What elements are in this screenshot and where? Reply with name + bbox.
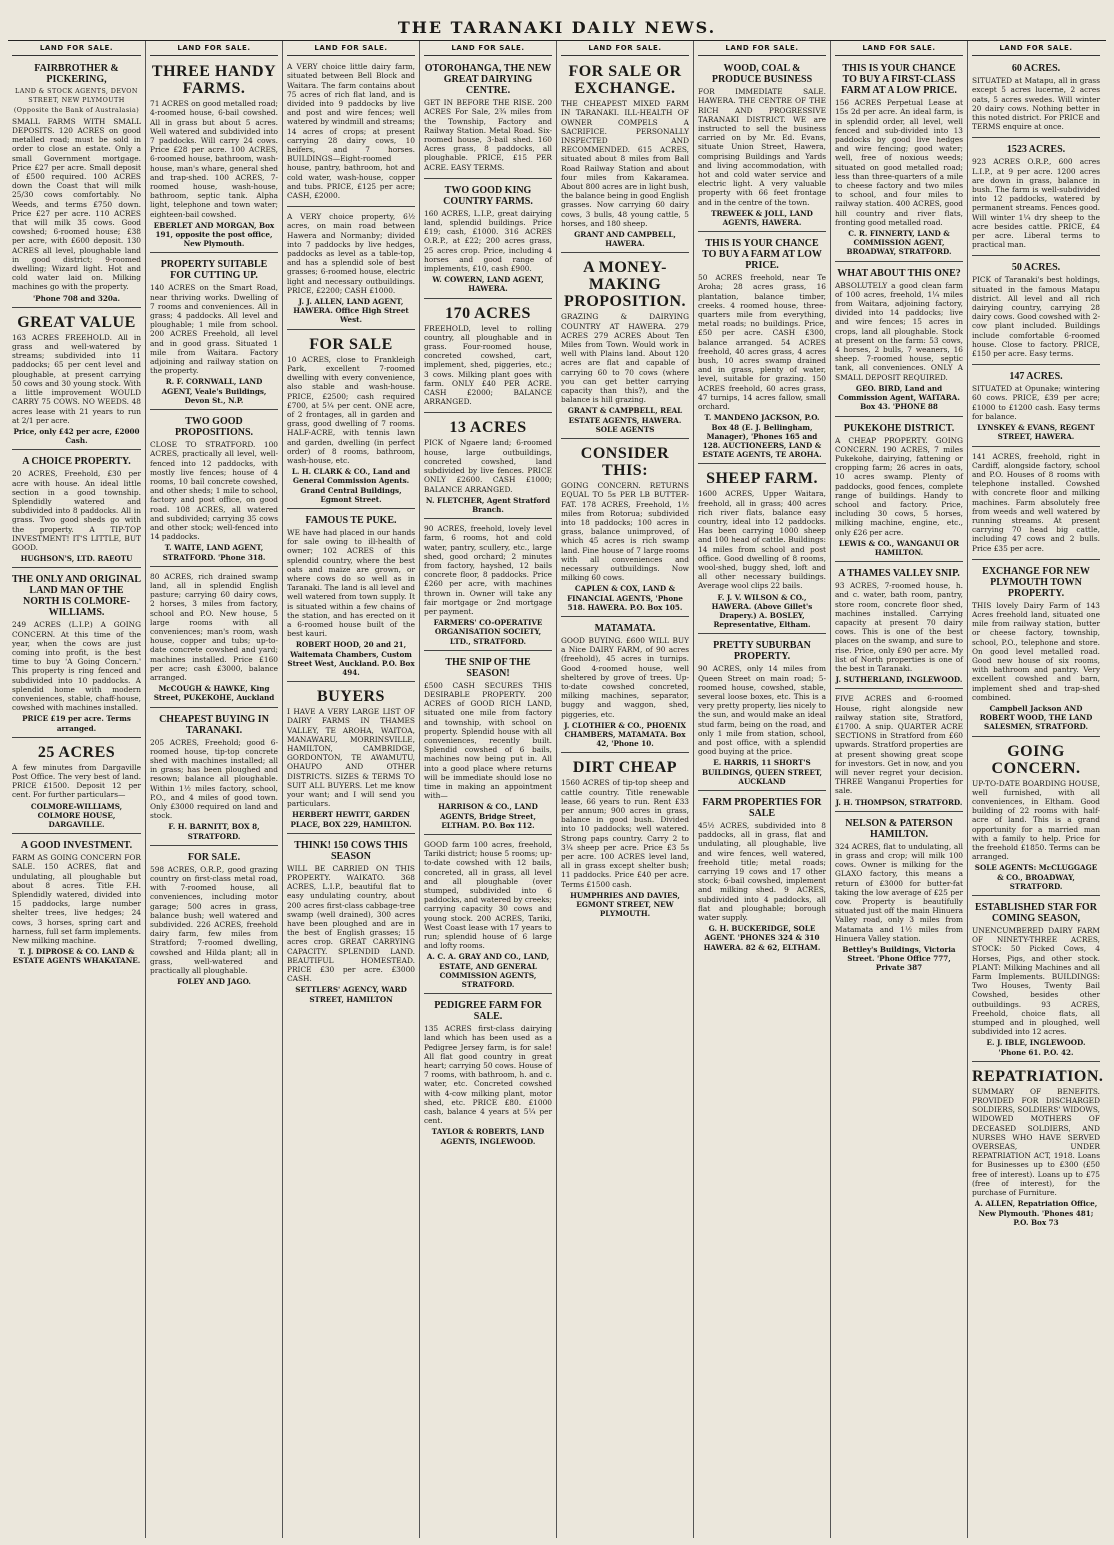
ad-body: £500 CASH SECURES THIS DESIRABLE PROPERTY. 200 ACRES of GOOD RICH LAND, situated one mile from factory and township, with school on property. Splendid house with all conveniences, recently built. Splendid cowshed of 6 bails, machines now being put in. All into a good place where returns will be immediate should lose no time in making an appointment with— — [424, 680, 552, 801]
classified-ad — [424, 59, 552, 179]
ad-title: CONSIDER THIS: — [580, 445, 670, 480]
classified-ad — [972, 367, 1100, 446]
ad-body: PICK of Taranaki's best holdings, situated in the famous Matapu district. All level and all rich dairying country, carrying 28 dairy cows. Good cowshed with 2-cow plant included. Buildings include comfortable 6-roomed house. Close to factory. PRICE, £150 per acre. Easy terms. — [972, 275, 1100, 359]
ad-body: SMALL FARMS WITH SMALL DEPOSITS. 120 ACRES on good metalled road; must be sold in order to close an estate. Only a small Government mortgage. Price £27 per acre. Small deposit of £500 required. 100 ACRES down the Coast that will milk 25/30 cows comfortably. No Weeds, and terms £750 down. Price £27 per acre. 110 ACRES that will milk 35 cows. Good cowshed; 6-roomed house; £38 per acre, with £600 deposit. 130 ACRES all level, ploughable land in good district; 9-roomed dwelling; Wizard light. Hot and cold water laid on. Milking machines go with the property. — [12, 116, 141, 292]
ad-agent: J. SUTHERLAND, INGLEWOOD. — [835, 675, 963, 685]
ad-body: SITUATED at Opunake; wintering 60 cows. PRICE, £39 per acre; £1000 to £1200 cash. Easy terms for balance. — [972, 384, 1100, 421]
classified-ad — [150, 569, 278, 708]
ad-body: CLOSE TO STRATFORD. 100 ACRES, practically all level, well-fenced into 12 paddocks, with mostly live fences; house of 4 rooms, 10 bail concrete cowshed, and other sheds; 1 mile to school, factory and post office, on good road. 108 ACRES, all watered and subdivided; carrying 35 cows and other stock; well-fenced into 14 paddocks. — [150, 440, 278, 542]
ad-title: THE SNIP OF THE SEASON! — [445, 656, 531, 679]
ad-body: A VERY choice little dairy farm, situated between Bell Block and Waitara. The farm contains about 75 acres of rich flat land, and is divided into 9 paddocks by live and post and wire fences; well watered by windmill and streams; 14 acres of crops; at present carrying 28 dairy cows, 10 heifers, and 7 horses. BUILDINGS—Eight-roomed house, pantry, bathroom, hot and cold water, wash-house, copper and tubs. PRICE, £125 per acre; CASH, £2000. — [287, 62, 415, 201]
classified-ad — [424, 181, 552, 299]
ad-title: THIS IS YOUR CHANCE TO BUY A FARM AT LOW PRICE. — [702, 238, 822, 272]
ad-body: WILL BE CARRIED ON THIS PROPERTY. WAIKATO. 368 ACRES, L.I.P., beautiful flat to easy undulating country, about 200 acres first-class cabbage-tree swamp (well drained), 300 acres have been ploughed and are in the best of English grasses; 15 acres crop. GREAT CARRYING CAPACITY. SPLENDID LAND. BEAUTIFUL HOMESTEAD. PRICE £30 per acre. £3000 CASH. — [287, 863, 415, 984]
ad-agent: F. J. V. WILSON & CO., HAWERA. (Above Gillet's Drapery.) A. BOSLEY, Representative, Eltham. — [711, 592, 813, 630]
classified-ad — [835, 264, 963, 417]
ad-title: MATAMATA. — [594, 622, 656, 634]
ad-agent: T. WAITE, LAND AGENT, STRATFORD. 'Phone 318. — [162, 543, 266, 562]
ad-agent: GRANT & CAMPBELL, REAL ESTATE AGENTS, HAWERA. SOLE AGENTS — [567, 406, 683, 434]
ad-body: GOOD farm 100 acres, freehold, Tariki district; house 5 rooms; up-to-date cowshed with 12 bails, concreted, all in grass, all level and all ploughable (over stumped, subdivided into 6 paddocks, and watered by creeks; carrying capacity 30 cows and young stock. 200 ACRES, Tariki, West Coast lease with 17 years to run; splendid house of 6 large and lofty rooms. — [424, 840, 552, 951]
classified-ad — [972, 140, 1100, 256]
ad-agent: EBERLET AND MORGAN, Box 191, opposite the post office, New Plymouth. — [153, 220, 275, 249]
classified-ad — [561, 441, 689, 617]
ad-agent: GRANT AND CAMPBELL, HAWERA. — [574, 230, 676, 249]
ad-title: THINK! 150 COWS THIS SEASON — [294, 839, 408, 862]
ad-title: THE ONLY AND ORIGINAL LAND MAN OF THE NORTH IS COLMORE-WILLIAMS. — [12, 574, 142, 619]
ad-agent: L. H. CLARK & CO., Land and General Commission Agents. Grand Central Buildings, Egmont Street. — [291, 467, 411, 504]
column-heading: LAND FOR SALE. — [287, 44, 415, 56]
column-7 — [830, 41, 967, 1538]
ad-title: 170 ACRES — [445, 304, 531, 322]
ad-agent: T. MANDENO JACKSON, P.O. Box 48 (E. J. Bellingham, Manager), 'Phones 165 and 128. AUCTIONEERS, LAND & ESTATE AGENTS, TE AROHA. — [702, 413, 822, 460]
ad-body: A few minutes from Dargaville Post Office. The very best of land. PRICE £1500. Deposit 12 per cent. For further particulars— — [12, 762, 141, 800]
ad-agent: J. CLOTHIER & CO., PHOENIX CHAMBERS, MATAMATA. Box 42, 'Phone 10. — [564, 720, 686, 749]
classified-ad — [150, 412, 278, 567]
ad-body: A VERY choice property, 6½ acres, on main road between Hawera and Normanby; divided into 7 paddocks by live hedges, paddocks as level as a table-top, and has a splendid sole of best grasses; 6-roomed house, electric light and necessary outbuildings. PRICE, £2200; CASH £1000. — [287, 212, 415, 295]
ad-agent: LYNSKEY & EVANS, REGENT STREET, HAWERA. — [977, 423, 1095, 442]
ad-title: FOR SALE OR EXCHANGE. — [568, 63, 682, 98]
column-heading: LAND FOR SALE. — [424, 44, 552, 56]
ad-title: PUKEKOHE DISTRICT. — [843, 422, 955, 434]
ad-body: 80 ACRES, rich drained swamp land, all in splendid English pasture; carrying 60 dairy cows, 2 horses, 3 miles from factory, school and P.O. New house, 5 large rooms with all conveniences; man's room, wash house, copper and tubs; up-to-date concrete cowshed and yard; machines installed. Price £160 per acre; cash £3000, balance arranged. — [150, 571, 278, 682]
classified-ad — [972, 258, 1100, 365]
ad-title: OTOROHANGA, THE NEW GREAT DAIRYING CENTRE. — [424, 63, 552, 97]
classified-ad — [12, 740, 141, 834]
ad-agent: J. J. ALLEN, LAND AGENT, HAWERA. Office High Street West. — [293, 297, 409, 325]
column-2 — [145, 41, 282, 1538]
column-1 — [8, 41, 145, 1538]
ad-body: WE have had placed in our hands for sale owing to ill-health of owner; 102 ACRES of this splendid country, where the best oats and maize are grown, or where cows do so well as in Taranaki. The land is all level and well watered from town supply. It is situated within a few chains of the station, and has erected on it a 6-roomed house built of the best kauri. — [287, 527, 415, 639]
ad-body: 140 ACRES on the Smart Road, near thriving works. Dwelling of 7 rooms and conveniences. All in grass; 4 paddocks. All level and ploughable; 1 mile from school. 200 ACRES Freehold, all level and in good grass. Situated 1 mile from Waitara. Factory adjoining and railway station on the property. — [150, 283, 278, 376]
ad-body: 249 ACRES (L.I.P.) A GOING CONCERN. At this time of the year, when the cows are just coming into profit, is the best time to buy 'A Going Concern.' This property is ring fenced and subdivided into 10 paddocks. A splendid home with modern conveniences, stable, chaff-house, cowshed with machines installed. — [12, 620, 141, 713]
ad-title: FARM PROPERTIES FOR SALE — [702, 797, 822, 819]
classified-ad — [287, 209, 415, 329]
ad-title: PEDIGREE FARM FOR SALE. — [434, 1000, 542, 1023]
ad-agent: F. H. BARNITT, BOX 8, STRATFORD. — [168, 822, 260, 841]
classified-ad — [835, 814, 963, 977]
ad-agent: CAPLEN & COX, LAND & FINANCIAL AGENTS, 'Phone 518. HAWERA. P.O. Box 105. — [567, 584, 683, 612]
ad-body: FIVE ACRES and 6-roomed House, right alongside new railway station site, Stratford, £1700. A snip. QUARTER ACRE SECTIONS in Stratford from £60 upwards. Stratford properties are at present showing great scope for investors. Get in now, and you will never regret your decision. THREE Wanganui Properties for sale. — [835, 694, 963, 796]
classified-ad — [424, 301, 552, 414]
ad-body: UNENCUMBERED DAIRY FARM OF NINETY-THREE ACRES, STOCK: 50 Picked Cows, 4 Horses, Pigs, and other stock. PLANT: Milking Machines and all Farm Implements. BUILDINGS: Two Houses, Twenty Bail Cowshed, besides other outbuildings. 93 ACRES, Freehold, choice flats, all stumped and in ploughed, well subdivided into 12 acres. — [972, 926, 1100, 1037]
ad-agent: E. HARRIS, 11 SHORT'S BUILDINGS, QUEEN STREET, AUCKLAND — [701, 758, 823, 786]
ad-agent: COLMORE-WILLIAMS, COLMORE HOUSE, DARGAVILLE. — [30, 801, 123, 829]
column-8 — [967, 41, 1104, 1538]
ad-agent: A. ALLEN, Repatriation Office, New Plymouth. 'Phones 481; P.O. Box 73 — [974, 1199, 1098, 1227]
ad-title: THIS IS YOUR CHANCE TO BUY A FIRST-CLASS FARM AT A LOW PRICE. — [841, 63, 957, 97]
classified-ad — [12, 452, 141, 568]
classified-ad — [150, 710, 278, 846]
classified-ad — [698, 636, 826, 791]
ad-agent: HARRISON & CO., LAND AGENTS, Bridge Street, ELTHAM. P.O. Box 112. — [438, 802, 538, 830]
ad-title: GREAT VALUE — [17, 313, 136, 331]
ad-body: I HAVE A VERY LARGE LIST OF DAIRY FARMS IN THAMES VALLEY, TE AROHA, WAITOA, MANAWARU, MORRINSVILLE, HAMILTON, CAMBRIDGE, GORDONTON, TE AWAMUTU, OHAUPO AND OTHER DISTRICTS. SIZES & TERMS TO SUIT ALL BUYERS. Let me know your want; and I will send you particulars. — [287, 707, 415, 809]
ad-body: 598 ACRES, O.R.P., good grazing country on first-class metal road, with 7-roomed house, all conveniences, including motor garage; 500 acres in grass, balance bush; well watered and subdivided. 226 ACRES, freehold dairy farm, few miles from Stratford; 7-roomed dwelling, cowshed and Hilda plant; all in grass, well-watered and practically all ploughable. — [150, 864, 278, 976]
ad-body: 90 ACRES, freehold, lovely level farm, 6 rooms, hot and cold water, pantry, scullery, etc., large shed, good orchard; 2 minutes from factory, hayshed, 12 bails concrete floor, 8 paddocks. Price £260 per acre, with machines thrown in. Owner will take any fair mortgage or 2nd mortgage per payment. — [424, 524, 552, 616]
ad-agent: LEWIS & CO., WANGANUI OR HAMILTON. — [838, 538, 960, 557]
ad-agent: HUGHSON'S, LTD. RAEOTU — [20, 554, 133, 564]
ad-body: 1560 ACRES of tip-top sheep and cattle country. Title renewable lease, 66 years to run. Rent £33 per annum; 900 acres in grass, balance in good bush. Divided into 10 paddocks; well watered. Strong paps country. Carry 2 to 3¼ sheep per acre. Price £3 5s per acre. 100 ACRES level land, all in grass except shelter bush; 11 paddocks. Price £40 per acre. Terms £1500 cash. — [561, 778, 689, 889]
classified-ad — [12, 310, 141, 450]
classified-ad — [835, 59, 963, 261]
ad-agent: McCOUGH & HAWKE, King Street, PUKEKOHE, Auckland — [153, 684, 275, 703]
classified-ad — [424, 415, 552, 519]
column-heading: LAND FOR SALE. — [698, 44, 826, 56]
classified-ad — [561, 59, 689, 253]
ad-body: PICK of Ngaere land; 6-roomed house, large outbuildings, concreted cowshed, land subdivided by live fences. PRICE ONLY £2600. CASH £1000; BALANCE ARRANGED. — [424, 438, 552, 494]
ad-body: 163 ACRES FREEHOLD. All in grass and well-watered by streams; subdivided into 11 paddocks; 65 per cent level and ploughable, at present carrying 50 cows and 30 young stock. With a little improvement WOULD CARRY 75 COWS. NO WEEDS. 48 acres lease with 21 years to run at 2/1 per acre. — [12, 332, 141, 425]
ad-title: A CHOICE PROPERTY. — [22, 456, 131, 468]
classified-ad — [972, 449, 1100, 560]
classified-ad — [698, 234, 826, 464]
column-heading: LAND FOR SALE. — [561, 44, 689, 56]
ad-agent: A. C. A. GRAY AND CO., LAND, ESTATE, AND GENERAL COMMISSION AGENTS, STRATFORD. — [426, 952, 550, 990]
ad-title: 1523 ACRES. — [1006, 144, 1066, 156]
classified-ad — [972, 59, 1100, 138]
ad-body: 205 ACRES, Freehold; good 6-roomed house, tip-top concrete shed with machines installed; all in grass; has been ploughed and resown; balance all ploughable. Within 1½ miles factory, school, P.O., and 4 miles of good town. Only £3000 required on land and stock. — [150, 737, 278, 821]
ad-agent: ROBERT HOOD, 20 and 21, Waitemata Chambers, Custom Street West, Auckland. P.O. Box 494. — [287, 640, 415, 677]
ad-body: 141 ACRES, freehold, right in Cardiff, alongside factory, school and P.O. Houses of 8 rooms with telephone installed. Cowshed with concrete floor and milking machines. Farm absolutely free from weeds and well watered by running streams. At present carrying 70 head big cattle, including 47 cows and 2 bulls. Price £35 per acre. — [972, 451, 1100, 553]
ad-agent: T. J. DIPROSE & CO. LAND & ESTATE AGENTS WHAKATANE. — [12, 947, 141, 966]
ad-body: ABSOLUTELY a good clean farm of 100 acres, freehold, 1¼ miles from Waitara, adjoining factory, divided into 14 paddocks; live and wire fences; 15 acres in crops, land all ploughable. Stock at present on the farm: 53 cows, 4 horses, 2 bulls, 7 weaners, 16 sheep. 7-roomed house, septic tank, all conveniences. ONLY A SMALL DEPOSIT REQUIRED. — [835, 280, 963, 382]
classified-ad — [561, 619, 689, 753]
ad-title: A GOOD INVESTMENT. — [20, 840, 133, 852]
ad-body: 156 ACRES Perpetual Lease at 15s 2d per acre. An ideal farm, is in splendid order, all level, well fenced and sub-divided into 13 paddocks by good live hedges and wire fencing; good water; well, free of noxious weeds; situated on good metalled road; less than three-quarters of a mile to cheese factory and two miles to school, and four miles to railway station. 400 ACRES, good hill country and river flats, fronting good metalled road. — [835, 98, 963, 227]
classified-ad — [287, 332, 415, 509]
ad-body: 93 ACRES, 7-roomed house, h. and c. water, bath room, pantry, store room, concrete floor shed, machines installed. Carrying capacity at present 70 dairy cows. This is one of the best places on the swamp, and sure to rise. Price, only £90 per acre. My list of North properties is one of the best in Taranaki. — [835, 581, 963, 673]
ad-title: FOR SALE — [309, 335, 393, 353]
ad-title: TWO GOOD PROPOSITIONS. — [174, 416, 254, 439]
ad-agent: SOLE AGENTS: McCLUGGAGE & CO., BROADWAY, STRATFORD. — [974, 863, 1098, 891]
newspaper-title: THE TARANAKI DAILY NEWS. — [397, 18, 717, 37]
ad-agent: Price, only £42 per acre, £2000 Cash. — [13, 426, 140, 446]
classified-ad — [287, 511, 415, 682]
ad-title: WHAT ABOUT THIS ONE? — [837, 267, 961, 279]
ad-body: FARM AS GOING CONCERN FOR SALE. 150 ACRES, flat and undulating, all ploughable but about 8 acres. Title F.H. Splendidly watered, divided into 15 paddocks, large number shelter trees, live hedges; 24 cows, 3 horses, spring cart and harness, full set farm implements. New milking machine. — [12, 853, 141, 946]
column-5 — [556, 41, 693, 1538]
ad-title: WOOD, COAL & PRODUCE BUSINESS — [711, 63, 813, 86]
ad-agent: HERBERT HEWITT, GARDEN PLACE, BOX 229, HAMILTON. — [290, 810, 412, 829]
ad-agent: PRICE £19 per acre. Terms arranged. — [22, 714, 131, 733]
ad-agent: GEO. BIRD, Land and Commission Agent, WAITARA. Box 43. 'PHONE 88 — [838, 383, 960, 412]
ad-body: SUMMARY OF BENEFITS. PROVIDED FOR DISCHARGED SOLDIERS, SOLDIERS' WIDOWS, WIDOWED MOTHERS OF DECEASED SOLDIERS, AND NURSES WHO HAVE SERVED OVERSEAS, UNDER REPATRIATION ACT, 1918. Loans for Businesses up to £300 (£50 free of interest). Loans up to £75 (free of interest), for the purchase of Furniture. — [972, 1086, 1100, 1198]
classified-columns — [8, 40, 1106, 1538]
ad-agent: G. H. BUCKERIDGE, SOLE AGENT. 'PHONES 324 & 310 HAWERA. 82 & 62, ELTHAM. — [703, 924, 821, 952]
classified-ad — [835, 691, 963, 811]
column-heading: LAND FOR SALE. — [972, 44, 1100, 56]
classified-ad — [835, 564, 963, 689]
classified-ad — [424, 521, 552, 651]
ad-body: GOING CONCERN. RETURNS EQUAL TO 5s PER LB BUTTER-FAT. 178 ACRES, Freehold, 1½ miles from Rotorua; subdivided into 18 paddocks; 100 acres in grass, balance unimproved, of which 45 acres is rich swamp land. Fine house of 7 large rooms with all conveniences and necessary outbuildings. Now milking 60 cows. — [561, 481, 689, 583]
ad-body: GRAZING & DAIRYING COUNTRY AT HAWERA. 279 ACRES 279 ACRES About Ten Miles from Town. Would work in well with Plains land. About 120 acres are flat and capable of carrying 60 to 70 cows (where you can get better carrying capacity than this?), and the balance is hill grazing. — [561, 312, 689, 405]
ad-agent: Campbell Jackson AND ROBERT WOOD, THE LAND SALESMEN, STRATFORD. — [979, 703, 1093, 732]
classified-ad — [561, 255, 689, 439]
classified-ad — [424, 837, 552, 994]
ad-agent: J. H. THOMPSON, STRATFORD. — [835, 797, 963, 807]
ad-title: BUYERS — [317, 688, 385, 706]
classified-ad — [972, 739, 1100, 896]
ad-body: 20 ACRES, Freehold, £30 per acre with house. An ideal little section in a good township. Splendidly watered and subdivided into 8 paddocks. All in grass. Two good sheds go with the property. A TIP-TOP INVESTMENT! IT'S LITTLE, BUT GOOD. — [12, 469, 141, 552]
classified-ad — [150, 59, 278, 253]
classified-ad — [150, 848, 278, 991]
ad-title: PRETTY SUBURBAN PROPERTY. — [713, 640, 811, 663]
ad-body: 50 ACRES freehold, near Te Aroha; 28 acres grass, 16 plantation, balance timber, creeks. 4 roomed house, three-quarters mile from everything, metal roads; no buildings. Price, £50 per acre. CASH £300, balance arranged. 54 ACRES freehold, 40 acres grass, 4 acres bush, 10 acres swamp drained and in grass, plenty of water, level, suitable for grazing. 150 ACRES freehold, 60 acres grass, 47 turnips, 14 acres fallow, small orchard. — [698, 273, 826, 412]
column-3 — [282, 41, 419, 1538]
ad-body: THIS lovely Dairy Farm of 143 Acres freehold land, situated one mile from railway station, butter or cheese factory, township, school, P.O., telephone and store. On good level metalled road. Good new house of six rooms, with bathroom and pantry. Very excellent cowshed and barn, implement shed and trap-shed combined. — [972, 600, 1100, 702]
ad-body: UP-TO-DATE BOARDING HOUSE, well furnished, with all conveniences, in Eltham. Good building of 22 rooms with half-acre of land. This is a grand opportunity for a married man with a family to help. Price for the freehold £1850. Terms can be arranged. — [972, 778, 1100, 862]
ad-body: FREEHOLD, level to rolling country, all ploughable and in grass. Four-roomed house, concreted cowshed, cart, implement, shed, piggeries, etc.; 3 cows. Milking plant goes with farm. ONLY £40 PER ACRE. CASH £2000; BALANCE ARRANGED. — [424, 323, 552, 407]
classified-ad — [424, 996, 552, 1150]
ad-title: DIRT CHEAP — [572, 759, 678, 777]
classified-ad — [698, 466, 826, 634]
ad-title: TWO GOOD KING COUNTRY FARMS. — [443, 184, 533, 207]
column-heading: LAND FOR SALE. — [150, 44, 278, 56]
classified-ad — [698, 59, 826, 232]
ad-title: FOR SALE. — [187, 851, 241, 863]
ad-agent: Bettley's Buildings, Victoria Street. 'Phone Office 777, Private 387 — [842, 945, 956, 973]
ad-title: NELSON & PATERSON HAMILTON. — [845, 817, 953, 840]
classified-ad — [287, 684, 415, 834]
ad-body: 135 ACRES first-class dairying land which has been used as a Pedigree Jersey farm, is for sale! All flat good country in great heart; carrying 50 cows. House of 7 rooms, with bathroom, h. and c. water, etc. Concreted cowshed with 4-cow milking plant, motor shed, etc. PRICE £80. £1000 cash, balance 4 years at 5¼ per cent. — [424, 1024, 552, 1126]
ad-title: 147 ACRES. — [1009, 371, 1063, 383]
ad-agent: SETTLERS' AGENCY, WARD STREET, HAMILTON — [295, 985, 407, 1004]
ad-body: A CHEAP PROPERTY. GOING CONCERN. 190 ACRES, 7 miles Pukekohe, dairying, fattening or cropping farm; 26 acres in oats, 10 acres swamp. Plenty of paddocks, good fences, complete range of buildings. Handy to school and factory. Price, including 30 cows, 5 horses, milking machine, engine, etc., only £26 per acre. — [835, 435, 963, 537]
ad-title: PROPERTY SUITABLE FOR CUTTING UP. — [160, 259, 268, 282]
ad-title: EXCHANGE FOR NEW PLYMOUTH TOWN PROPERTY. — [982, 565, 1090, 599]
ad-title: 50 ACRES. — [1011, 262, 1061, 274]
ad-title: ESTABLISHED STAR FOR COMING SEASON, — [975, 902, 1097, 925]
ad-body: 324 ACRES, flat to undulating, all in grass and crop; will milk 100 cows. Owner is milking for the GLAXO factory, this means a return of £3000 for butter-fat taking the low average of £25 per cow. Property is beautifully situated just off the main Hinuera Valley road, only 3 miles from Matamata and 1½ miles from Hinuera Valley station. — [835, 841, 963, 943]
ad-agent: HUMPHRIES AND DAVIES, EGMONT STREET, NEW PLYMOUTH. — [570, 890, 680, 919]
ad-body: 1600 ACRES, Upper Waitara, freehold, all in grass; 400 acres rich river flats, balance easy country, ideal into 12 paddocks. Has been carrying 1000 sheep and 100 head of cattle. Buildings: 14 miles from school and post office. Good dwelling of 8 rooms, wool-shed, buggy shed, loft and all other necessary buildings. Average wool clips 22 bails. — [698, 489, 826, 591]
column-4 — [419, 41, 556, 1538]
ad-agent: FOLEY AND JAGO. — [177, 977, 251, 987]
classified-ad — [835, 419, 963, 563]
ad-agent: E. J. IBLE, INGLEWOOD. 'Phone 61. P.O. 42. — [986, 1038, 1086, 1057]
classified-ad — [12, 836, 141, 969]
ad-title: 25 ACRES — [37, 743, 116, 761]
ad-body: 923 ACRES O.R.P., 600 acres L.I.P., at 9 per acre. 1200 acres are down in grass, balance in bush. The farm is well-subdivided into 12 paddocks, watered by permanent streams. Fences good. Will winter 1¼ dry sheep to the acre besides cattle. PRICE, £4 per acre. Liberal terms to practical man. — [972, 157, 1100, 250]
ad-title: A MONEY-MAKING PROPOSITION. — [563, 259, 686, 311]
ad-title: A THAMES VALLEY SNIP. — [838, 568, 960, 580]
ad-body: 45½ ACRES, subdivided into 8 paddocks, all in grass, flat and undulating, all ploughable, live and wire fences, well watered, freehold title; metal roads; carrying 19 cows and 17 other stock; 6-bail cowshed, implement and milking shed. 9 ACRES, subdivided into 4 paddocks, all flat and ploughable; borough water supply. — [698, 821, 826, 923]
ad-body: 71 ACRES on good metalled road; 4-roomed house, 6-bail cowshed. All in grass but about 5 acres. Well watered and subdivided into 7 paddocks. Will carry 24 cows. Price £28 per acre. 100 ACRES, 6-roomed house, bathroom, wash-house, man's whare, general shed and trap-shed. 100 ACRES, 7-roomed house, wash-house, bathroom, septic tank. Alpha light, telephone and town water; eighteen-bail cowshed. — [150, 99, 278, 219]
ad-title: FAIRBROTHER & PICKERING, — [34, 63, 119, 86]
classified-ad — [287, 836, 415, 1008]
classified-ad — [972, 562, 1100, 737]
classified-ad — [12, 570, 141, 737]
ad-body: GET IN BEFORE THE RISE. 200 ACRES For Sale, 2¾ miles from the Township, Factory and Railway Station. Metal Road. Six-roomed house, 3-bail shed. 160 Acres grass, 8 paddocks, all ploughable. PRICE, £15 PER ACRE. EASY TERMS. — [424, 98, 552, 172]
ad-title: 13 ACRES — [449, 419, 527, 437]
classified-ad — [12, 59, 141, 308]
classified-ad — [972, 898, 1100, 1062]
ad-title: 60 ACRES. — [1011, 63, 1061, 75]
ad-body: FOR IMMEDIATE SALE. HAWERA. THE CENTRE OF THE RICH AND PROGRESSIVE TARANAKI DISTRICT. WE are instructed to sell the business carried on by Mr. Ed. Evans, situate Union Street, Hawera, comprising Buildings and Yards and living accommodation, with hot and cold water service and electric light. A very valuable property with 66 feet frontage and in the centre of the town. — [698, 87, 826, 207]
ad-agent: 'Phone 708 and 320a. — [32, 293, 120, 303]
classified-ad — [150, 255, 278, 410]
ad-title: REPATRIATION. — [972, 1067, 1104, 1085]
ad-body: 90 ACRES, only 14 miles from Queen Street on main road; 5-roomed house, cowshed, stable, several loose boxes, etc. This is a very pretty property, lies nicely to the sun, and would make an ideal stud farm, being on the road, and only 1 mile from station, school, and post office, with a splendid good buying at the price. — [698, 664, 826, 757]
ad-agent: TREWEEK & JOLL, LAND AGENTS, HAWERA. — [711, 208, 813, 228]
ad-body: THE CHEAPEST MIXED FARM IN TARANAKI. ILL-HEALTH OF OWNER COMPELS A SACRIFICE. PERSONALLY INSPECTED AND RECOMMENDED. 615 ACRES, situated about 8 miles from Ball Road Railway Station and about four miles from Kakaramea. About 800 acres are in light bush, the balance being in good English grasses. Now carrying 60 dairy cows, 3 bulls, 48 young cattle, 5 horses, and 180 sheep. — [561, 99, 689, 228]
classified-ad — [287, 59, 415, 207]
masthead — [8, 6, 1106, 36]
ad-agent: W. COWERN, LAND AGENT, HAWERA. — [432, 275, 544, 294]
ad-subtitle: LAND & STOCK AGENTS, DEVON STREET, NEW PLYMOUTH (Opposite the Bank of Australasia) — [13, 87, 140, 114]
column-heading: LAND FOR SALE. — [835, 44, 963, 56]
column-6 — [693, 41, 830, 1538]
classified-ad — [561, 755, 689, 922]
ad-title: THREE HANDY FARMS. — [151, 63, 277, 98]
classified-ad — [972, 1064, 1104, 1231]
ad-agent: FARMERS' CO-OPERATIVE ORGANISATION SOCIETY, LTD., STRATFORD. — [433, 618, 543, 646]
ad-title: SHEEP FARM. — [706, 470, 818, 488]
ad-body: GOOD BUYING. £600 WILL BUY a Nice DAIRY FARM, of 90 acres (freehold), 45 acres in turnips. Good 4-roomed house, well sheltered by grove of trees. Up-to-date cowshed concreted, milking machines, separator, buggy and waggon, shed, piggeries, etc. — [561, 635, 689, 719]
classified-ad — [424, 653, 552, 835]
ad-agent: C. R. FINNERTY, LAND & COMMISSION AGENT, BROADWAY, STRATFORD. — [846, 229, 952, 257]
ad-body: 160 ACRES, L.I.P., great dairying land, splendid buildings. Price £19; cash, £1000. 316 ACRES O.R.P., at £22; 200 acres grass, 25 acres crop. Price, including 4 horses and good range of implements, £10, cash £900. — [424, 208, 552, 274]
column-heading: LAND FOR SALE. — [12, 44, 141, 56]
ad-body: 10 ACRES, close to Frankleigh Park, excellent 7-roomed dwelling with every convenience, also stable and wash-house. PRICE, £2500; cash required £700, at 5¼ per cent. ONE acre, of 2 frontages, all in garden and grass, good dwelling of 7 rooms. HALF-ACRE, with tennis lawn and garden, dwelling (in perfect order) of 8 rooms, bathroom, wash-house, etc. — [287, 354, 415, 465]
ad-title: GOING CONCERN. — [991, 742, 1081, 777]
ad-title: CHEAPEST BUYING IN TARANAKI. — [159, 713, 269, 736]
classified-ad — [698, 793, 826, 956]
ad-title: FAMOUS TE PUKE. — [305, 514, 397, 526]
ad-body: SITUATED at Matapu, all in grass except 5 acres lucerne, 2 acres oats, 5 acres swedes. Will winter 20 dairy cows. Nothing better in this noted district. For PRICE and TERMS enquire at once. — [972, 76, 1100, 132]
ad-agent: TAYLOR & ROBERTS, LAND AGENTS, INGLEWOOD. — [431, 1127, 545, 1146]
ad-agent: N. FLETCHER, Agent Stratford Branch. — [425, 495, 551, 514]
ad-agent: R. F. CORNWALL, LAND AGENT, Veale's Buildings, Devon St., N.P. — [161, 377, 267, 405]
